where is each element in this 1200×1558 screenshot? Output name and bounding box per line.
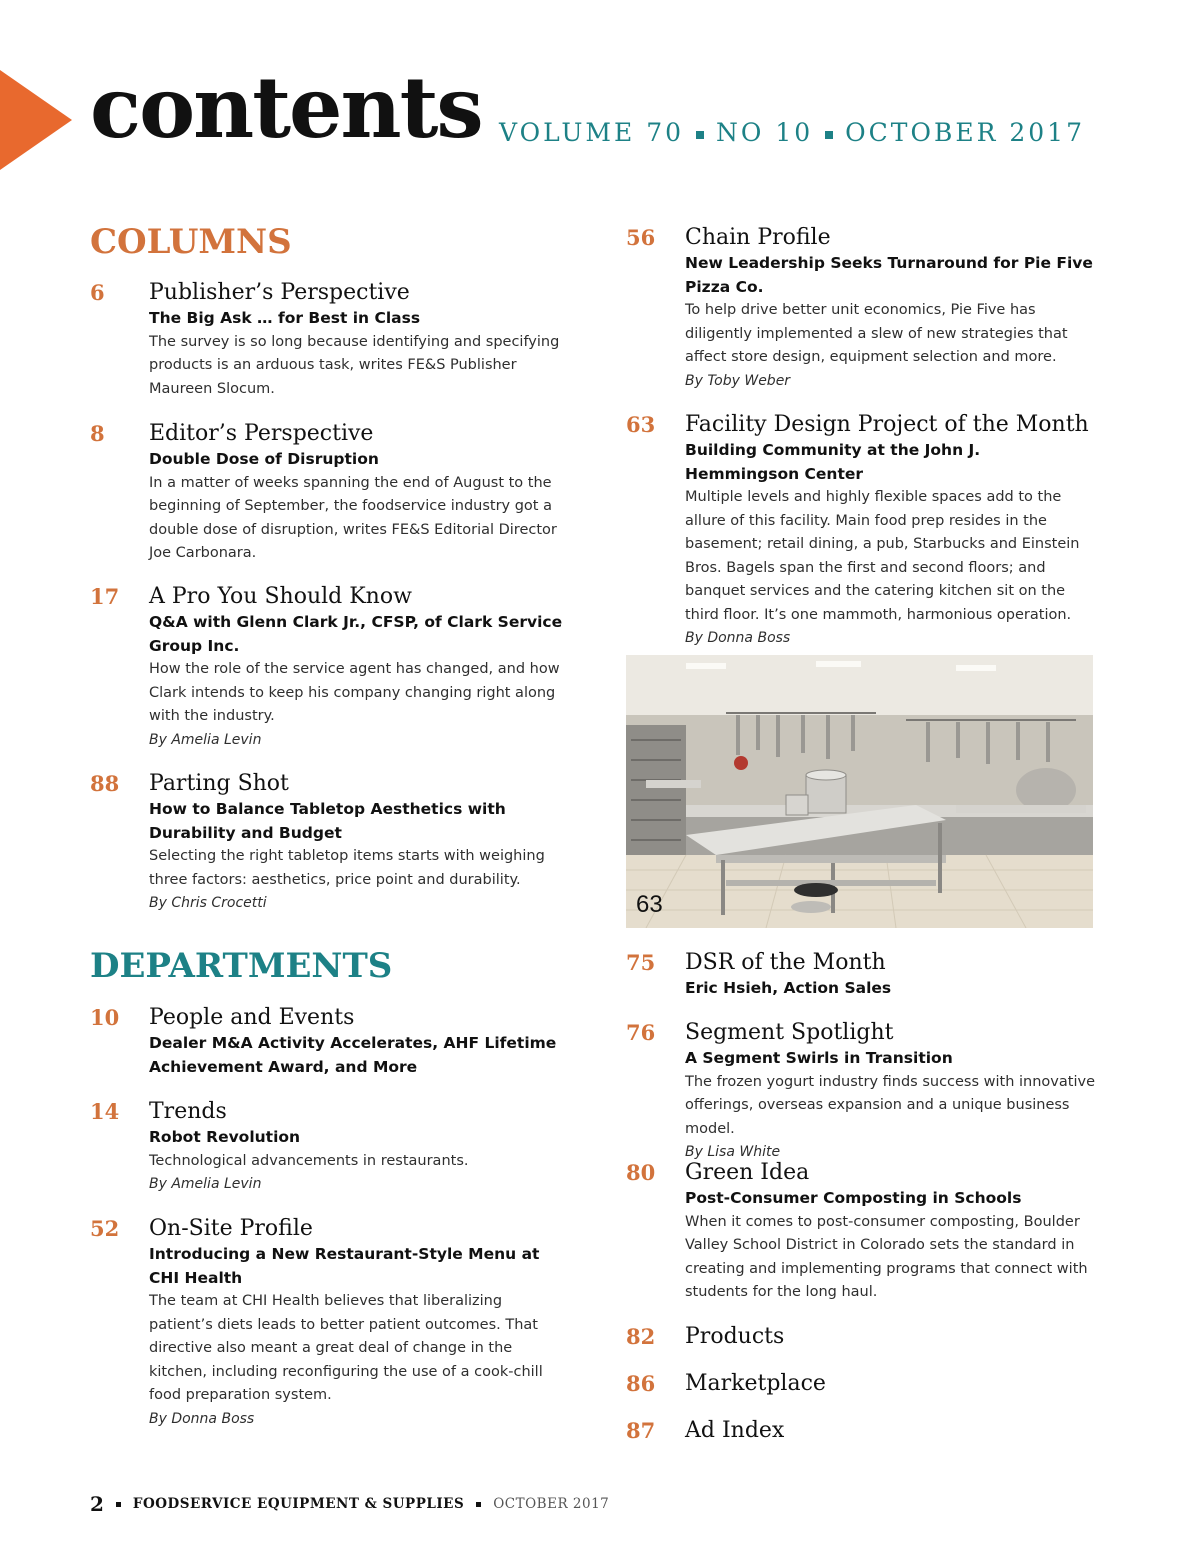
separator-square: [825, 131, 833, 139]
photo-page-label: 63: [636, 891, 663, 918]
page-number: 17: [90, 584, 120, 609]
orange-triangle-mark: [0, 70, 72, 170]
entry-byline: By Chris Crocetti: [149, 895, 267, 911]
kitchen-illustration: [626, 655, 1093, 928]
entry-title: Trends: [149, 1099, 227, 1124]
entry-title: Publisher’s Perspective: [149, 280, 410, 305]
page-number: 63: [626, 412, 656, 437]
entry-title: Green Idea: [685, 1160, 810, 1185]
issue-date: OCTOBER 2017: [845, 118, 1085, 147]
footer-magazine-name: FOODSERVICE EQUIPMENT & SUPPLIES: [132, 1496, 465, 1512]
entry-title: People and Events: [149, 1005, 355, 1030]
entry-title: Editor’s Perspective: [149, 421, 374, 446]
entry-subtitle: Dealer M&A Activity Accelerates, AHF Lifetime Achievement Award, and More: [149, 1034, 557, 1076]
entry-title: Marketplace: [685, 1371, 826, 1396]
page-number: 75: [626, 950, 656, 975]
entry-subtitle: Robot Revolution: [149, 1128, 301, 1146]
entry-subtitle: A Segment Swirls in Transition: [685, 1049, 953, 1067]
entry-subtitle: Eric Hsieh, Action Sales: [685, 979, 892, 997]
issue-number: NO 10: [716, 118, 814, 147]
entry-description: Multiple levels and highly flexible spaces add to the allure of this facility. Main food prep resides in the basement; retail dining, a pub, Starbucks and Einstein Bros. Bagels span the first and second floors; and banquet services and the catering kitchen sit on the third floor. It’s one mammoth, harmonious operation.: [685, 489, 1080, 623]
entry-description: The frozen yogurt industry finds success with innovative offerings, overseas expansion and a unique business model.: [685, 1073, 1095, 1137]
page-number: 86: [626, 1371, 656, 1396]
page-title: contents: [90, 58, 482, 157]
entry-description: The team at CHI Health believes that liberalizing patient’s diets leads to better patient outcomes. That directive also meant a great deal of change in the kitchen, including reconfiguring the use of a cook-chill food preparation system.: [149, 1293, 543, 1403]
entry-byline: By Amelia Levin: [149, 1176, 262, 1192]
page-number: 80: [626, 1160, 656, 1185]
entry-title: Facility Design Project of the Month: [685, 412, 1089, 437]
entry-byline: By Toby Weber: [685, 372, 791, 389]
entry-description: In a matter of weeks spanning the end of August to the beginning of September, the foodservice industry got a double dose of disruption, writes FE&S Editorial Director Joe Carbonara.: [149, 474, 557, 561]
entry-subtitle: New Leadership Seeks Turnaround for Pie Five Pizza Co.: [685, 254, 1093, 296]
page-number: 10: [90, 1005, 120, 1030]
entry-description: Selecting the right tabletop items starts with weighing three factors: aesthetics, price point and durability.: [149, 848, 545, 888]
entry-subtitle: Q&A with Glenn Clark Jr., CFSP, of Clark Service Group Inc.: [149, 613, 563, 655]
separator-square: [696, 131, 704, 139]
entry-title: A Pro You Should Know: [149, 584, 412, 609]
entry-title: Ad Index: [685, 1418, 785, 1443]
page-number: 56: [626, 225, 656, 250]
page-number: 52: [90, 1216, 120, 1241]
entry-description: Technological advancements in restaurants.: [149, 1152, 469, 1169]
entry-title: Chain Profile: [685, 225, 831, 250]
entry-description: The survey is so long because identifying and specifying products is an arduous task, writes FE&S Publisher Maureen Slocum.: [149, 333, 560, 397]
entry-byline: By Donna Boss: [685, 630, 791, 646]
entry-description: To help drive better unit economics, Pie Five has diligently implemented a slew of new strategies that affect store design, equipment selection and more.: [685, 302, 1068, 365]
footer-separator: [476, 1502, 481, 1507]
page-number: 6: [90, 280, 105, 305]
page-number: 8: [90, 421, 105, 446]
footer-date: OCTOBER 2017: [493, 1496, 610, 1512]
footer-separator: [116, 1502, 121, 1507]
entry-subtitle: Building Community at the John J. Hemmingson Center: [685, 441, 981, 483]
page-number: 14: [90, 1099, 120, 1124]
volume-label: VOLUME 70: [499, 118, 685, 147]
footer-page-number: 2: [90, 1492, 104, 1516]
issue-line: [499, 118, 1085, 147]
departments-heading: DEPARTMENTS: [90, 946, 393, 986]
page-number: 82: [626, 1324, 656, 1349]
entry-title: Products: [685, 1324, 785, 1349]
entry-title: Segment Spotlight: [685, 1020, 894, 1045]
kitchen-photo[interactable]: [626, 655, 1093, 928]
entry-title: DSR of the Month: [685, 950, 886, 975]
entry-subtitle: Introducing a New Restaurant-Style Menu at CHI Health: [149, 1245, 540, 1287]
entry-title: Parting Shot: [149, 771, 289, 796]
entry-byline: By Donna Boss: [149, 1410, 255, 1427]
page-footer: [90, 1492, 609, 1516]
entry-subtitle: How to Balance Tabletop Aesthetics with Durability and Budget: [149, 800, 506, 842]
page-number: 76: [626, 1020, 656, 1045]
entry-byline: By Amelia Levin: [149, 731, 262, 748]
entry-description: How the role of the service agent has changed, and how Clark intends to keep his company changing right along with the industry.: [149, 661, 560, 724]
columns-heading: COLUMNS: [90, 222, 292, 262]
page-number: 88: [90, 771, 120, 796]
entry-subtitle: The Big Ask … for Best in Class: [149, 309, 421, 327]
entry-description: When it comes to post-consumer composting, Boulder Valley School District in Colorado sets the standard in creating and implementing programs that connect with students for the long haul.: [685, 1213, 1088, 1300]
entry-byline: By Lisa White: [685, 1144, 781, 1160]
entry-title: On-Site Profile: [149, 1216, 313, 1241]
entry-subtitle: Double Dose of Disruption: [149, 450, 379, 468]
entry-subtitle: Post-Consumer Composting in Schools: [685, 1189, 1022, 1207]
page-number: 87: [626, 1418, 656, 1443]
